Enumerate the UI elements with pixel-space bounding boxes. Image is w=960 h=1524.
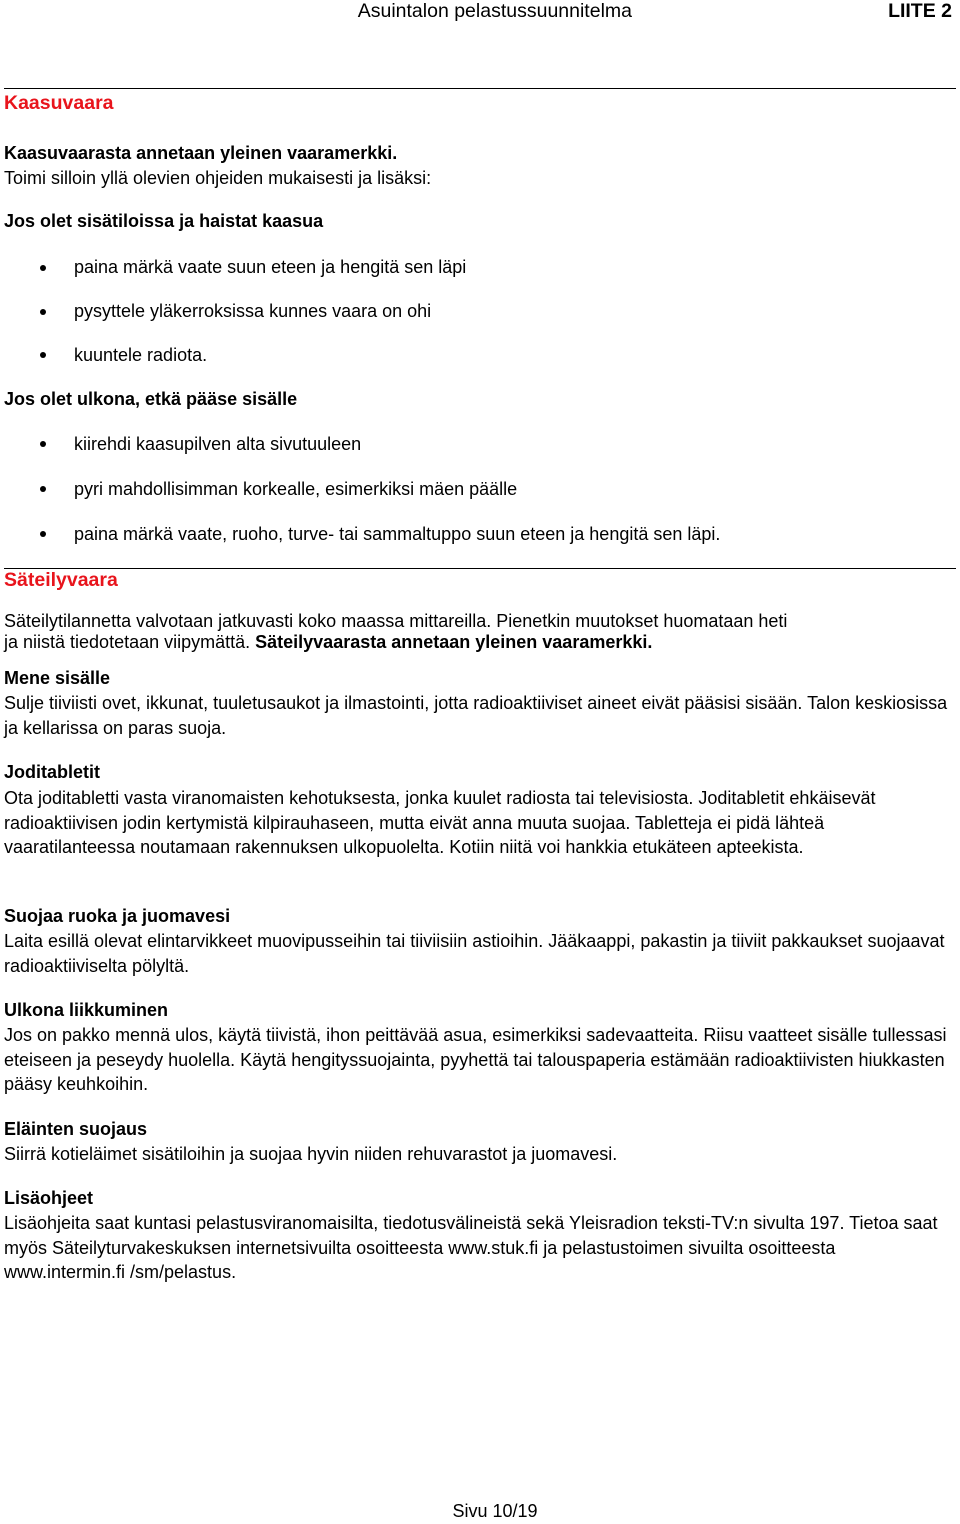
- section-title-iodine-tablets: Joditabletit: [4, 762, 101, 782]
- section-title-animal-protection: Eläinten suojaus: [4, 1119, 148, 1139]
- list-item: paina märkä vaate suun eteen ja hengitä sen läpi: [74, 257, 467, 277]
- radiation-section-heading: Säteilyvaara: [4, 569, 118, 591]
- radiation-alarm-text: Säteilyvaarasta annetaan yleinen vaaramerkki.: [255, 632, 653, 652]
- gas-section-heading: Kaasuvaara: [4, 92, 114, 114]
- section-text-iodine-tablets: Ota joditabletti vasta viranomaisten kehotuksesta, jonka kuulet radiosta tai televisiosta. Joditabletit ehkäisevät radioaktiivisen jodin kertymistä kilpirauhaseen, mutta eivät anna muuta suojaa. Tabletteja ei pidä lähteä vaaratilanteessa noutamaan rakennuksen ulkopuolelta. Kotiin niitä voi hankkia etukäteen apteekista.: [4, 788, 876, 857]
- list-item: pysyttele yläkerroksissa kunnes vaara on ohi: [74, 301, 432, 321]
- indoors-heading: Jos olet sisätiloissa ja haistat kaasua: [4, 211, 324, 231]
- appendix-label: LIITE 2: [888, 0, 952, 22]
- bullet-icon: [40, 352, 46, 358]
- section-title-protect-food: Suojaa ruoka ja juomavesi: [4, 906, 231, 926]
- list-item: paina märkä vaate, ruoho, turve- tai sammaltuppo suun eteen ja hengitä sen läpi.: [74, 524, 721, 544]
- list-item: pyri mahdollisimman korkealle, esimerkiksi mäen päälle: [74, 479, 518, 499]
- section-text-go-inside: Sulje tiiviisti ovet, ikkunat, tuuletusaukot ja ilmastointi, jotta radioaktiiviset aineet eivät pääsisi sisään. Talon keskiosissa ja kellarissa on paras suoja.: [4, 693, 948, 738]
- page-number: Sivu 10/19: [452, 1501, 538, 1521]
- list-item: kiirehdi kaasupilven alta sivutuuleen: [74, 434, 362, 454]
- section-text-moving-outside: Jos on pakko mennä ulos, käytä tiivistä, ihon peittävää asua, esimerkiksi sadevaatteita. Riisu vaatteet sisälle tullessasi eteiseen ja peseydy huolella. Käytä hengityssuojainta, pyyhettä tai talouspaperia estämään radioaktiivisten hiukkasten pääsy keuhkoihin.: [4, 1025, 947, 1094]
- section-title-go-inside: Mene sisälle: [4, 668, 111, 688]
- bullet-icon: [40, 441, 46, 447]
- radiation-intro-text: ja niistä tiedotetaan viipymättä.: [4, 632, 256, 652]
- gas-alarm-text: Kaasuvaarasta annetaan yleinen vaaramerkki.: [4, 143, 398, 163]
- section-divider: [4, 88, 956, 89]
- list-item: kuuntele radiota.: [74, 345, 208, 365]
- radiation-intro-line-2: [4, 631, 652, 653]
- document-title: Asuintalon pelastussuunnitelma: [357, 0, 632, 22]
- bullet-icon: [40, 531, 46, 537]
- outdoors-heading: Jos olet ulkona, etkä pääse sisälle: [4, 389, 298, 409]
- section-title-moving-outside: Ulkona liikkuminen: [4, 1000, 169, 1020]
- section-divider: [4, 568, 956, 569]
- section-text-more-info: Lisäohjeita saat kuntasi pelastusviranomaisilta, tiedotusvälineistä sekä Yleisradion teksti-TV:n sivulta 197. Tietoa saat myös Säteilyturvakeskuksen internetsivuilta osoitteesta www.stuk.fi ja pelastustoimen sivuilta osoitteesta www.intermin.fi /sm/pelastus.: [4, 1213, 938, 1282]
- section-title-more-info: Lisäohjeet: [4, 1188, 94, 1208]
- section-text-animal-protection: Siirrä kotieläimet sisätiloihin ja suojaa hyvin niiden rehuvarastot ja juomavesi.: [4, 1144, 618, 1164]
- bullet-icon: [40, 486, 46, 492]
- bullet-icon: [40, 265, 46, 271]
- section-text-protect-food: Laita esillä olevat elintarvikkeet muovipusseihin tai tiiviisiin astioihin. Jääkaappi, pakastin ja tiiviit pakkaukset suojaavat radioaktiiviselta pölyltä.: [4, 931, 945, 976]
- gas-intro-text: Toimi silloin yllä olevien ohjeiden mukaisesti ja lisäksi:: [4, 168, 432, 188]
- bullet-icon: [40, 309, 46, 315]
- radiation-intro-line-1: Säteilytilannetta valvotaan jatkuvasti koko maassa mittareilla. Pienetkin muutokset huomataan heti: [4, 611, 788, 631]
